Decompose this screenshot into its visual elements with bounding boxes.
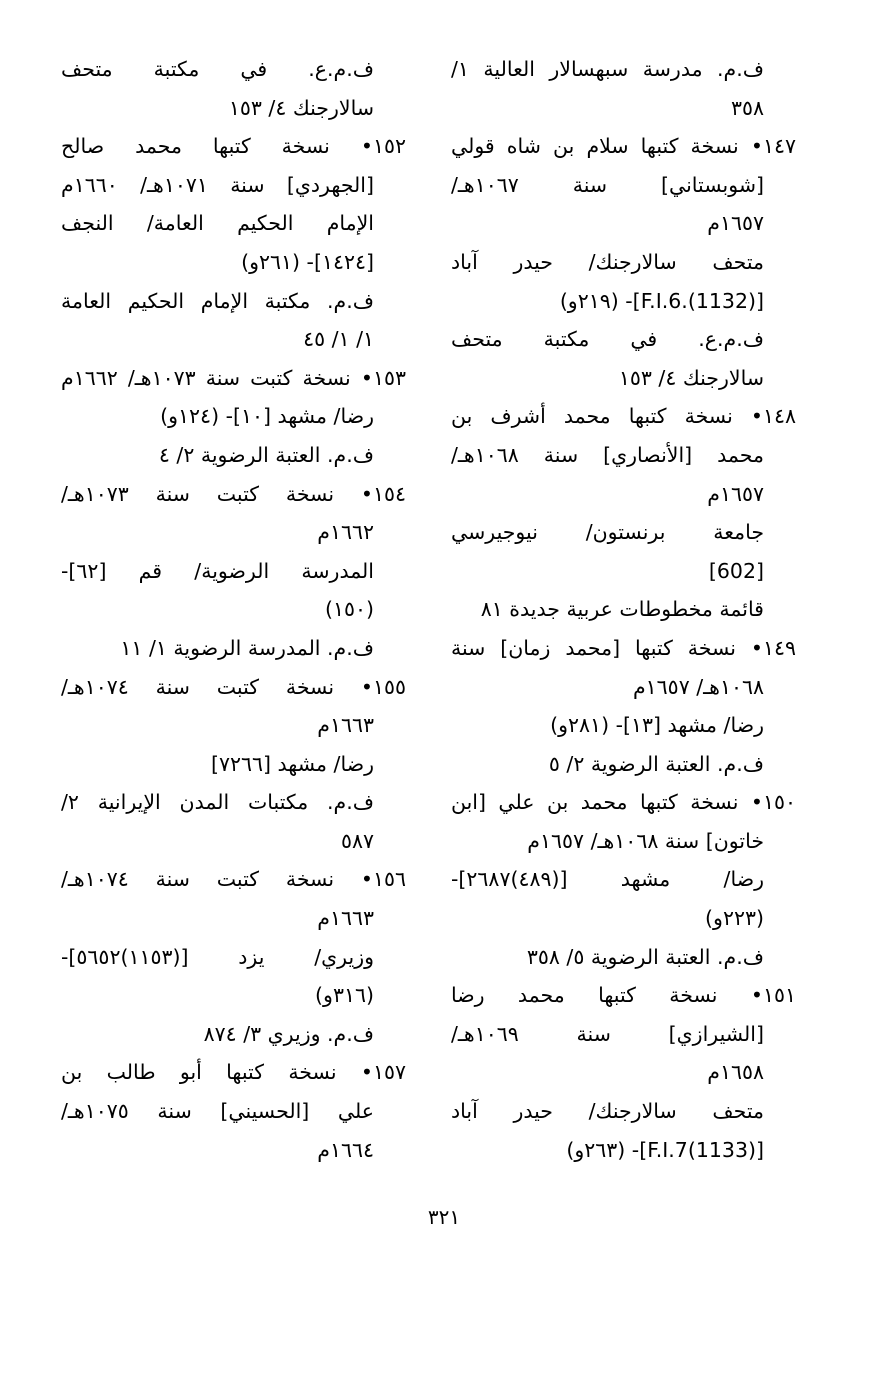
entry-line: ١٥٤• نسخة كتبت سنة ١٠٧٣هـ/ bbox=[61, 481, 406, 506]
text-line: [F.I.7(1133)]- (٢٦٣و) bbox=[566, 1137, 764, 1162]
text-line: ف.م.ع. في مكتبة متحف bbox=[61, 57, 374, 81]
entry-line: ١٥١• نسخة كتبها محمد رضا bbox=[451, 983, 796, 1008]
text-line: رضا/ مشهد [٧٢٦٦] bbox=[210, 751, 374, 776]
text-line: ف.م.ع. في مكتبة متحف bbox=[451, 327, 764, 352]
text-line: ١٠٦٨هـ/ ١٦٥٧م bbox=[632, 674, 764, 699]
text-line: ١٦٦٢م bbox=[317, 520, 374, 545]
text-line: (١٥٠) bbox=[324, 597, 374, 622]
text-line: الإمام الحكيم العامة/ النجف bbox=[61, 211, 374, 236]
text-line: ١٦٦٤م bbox=[317, 1137, 374, 1162]
text-line: ٥٨٧ bbox=[340, 828, 374, 853]
text-line: (٣١٦و) bbox=[315, 983, 374, 1008]
text-line: [شوبستاني] سنة ١٠٦٧هـ/ bbox=[451, 172, 764, 197]
entry-line: ١٥٠• نسخة كتبها محمد بن علي [ابن bbox=[451, 790, 796, 815]
entry-line: ١٤٧• نسخة كتبها سلام بن شاه قولي bbox=[451, 134, 796, 159]
entry-line: ١٥٣• نسخة كتبت سنة ١٠٧٣هـ/ ١٦٦٢م bbox=[61, 365, 406, 390]
text-line: رضا/ مشهد [١٣]- (٢٨١و) bbox=[550, 713, 764, 738]
text-line: ف.م. العتبة الرضوية ٢/ ٥ bbox=[548, 751, 764, 776]
text-line: ف.م. العتبة الرضوية ٥/ ٣٥٨ bbox=[526, 944, 764, 969]
text-line: وزيري/ يزد [(١١٥٣)٥٦٥٢]- bbox=[61, 944, 374, 969]
text-line: محمد [الأنصاري] سنة ١٠٦٨هـ/ bbox=[451, 442, 764, 467]
entry-line: ١٥٧• نسخة كتبها أبو طالب بن bbox=[61, 1060, 406, 1085]
text-line: ١٦٥٧م bbox=[707, 481, 764, 506]
entry-line: ١٤٩• نسخة كتبها [محمد زمان] سنة bbox=[451, 635, 796, 660]
text-line: ١/ ١/ ٤٥ bbox=[303, 327, 374, 352]
text-line: ف.م. المدرسة الرضوية ١/ ١١ bbox=[120, 635, 374, 660]
entry-line: ١٥٥• نسخة كتبت سنة ١٠٧٤هـ/ bbox=[61, 674, 406, 699]
text-line: المدرسة الرضوية/ قم [٦٢]- bbox=[61, 558, 374, 583]
entry-line: ١٤٨• نسخة كتبها محمد أشرف بن bbox=[451, 404, 796, 429]
text-line: ١٦٥٧م bbox=[707, 211, 764, 236]
text-line: ٣٥٨ bbox=[730, 95, 764, 120]
entry-line: ١٥٢• نسخة كتبها محمد صالح bbox=[61, 134, 406, 159]
text-line: قائمة مخطوطات عربية جديدة ٨١ bbox=[480, 597, 764, 622]
entry-line: ١٥٦• نسخة كتبت سنة ١٠٧٤هـ/ bbox=[61, 867, 406, 892]
text-line: علي [الحسيني] سنة ١٠٧٥هـ/ bbox=[61, 1099, 374, 1124]
text-line: سالارجنك ٤/ ١٥٣ bbox=[228, 95, 374, 120]
text-line: [الجهردي] سنة ١٠٧١هـ/ ١٦٦٠م bbox=[61, 172, 374, 197]
text-line: (٢٢٣و) bbox=[705, 906, 764, 931]
text-line: رضا/ مشهد [(٤٨٩)٢٦٨٧]- bbox=[451, 867, 764, 892]
text-line: متحف سالارجنك/ حيدر آباد bbox=[451, 249, 764, 274]
text-line: ف.م. مدرسة سبهسالار العالية ١/ bbox=[451, 57, 764, 81]
text-line: [F.I.6.(1132)]- (٢١٩و) bbox=[559, 288, 764, 313]
text-line: ف.م. العتبة الرضوية ٢/ ٤ bbox=[158, 442, 374, 467]
text-line: جامعة برنستون/ نيوجيرسي bbox=[451, 520, 764, 545]
left-column bbox=[61, 50, 406, 1169]
text-line: ف.م. وزيري ٣/ ٨٧٤ bbox=[203, 1021, 374, 1046]
text-line: متحف سالارجنك/ حيدر آباد bbox=[451, 1099, 764, 1124]
text-line: ف.م. مكتبات المدن الإيرانية ٢/ bbox=[61, 790, 374, 815]
text-line: [الشيرازي] سنة ١٠٦٩هـ/ bbox=[451, 1021, 764, 1046]
text-line: خاتون] سنة ١٠٦٨هـ/ ١٦٥٧م bbox=[527, 828, 764, 853]
text-line: [602] bbox=[708, 558, 764, 583]
text-line: [١٤٢٤]- (٢٦١و) bbox=[241, 249, 374, 274]
text-line: ١٦٦٣م bbox=[317, 906, 374, 931]
text-line: ف.م. مكتبة الإمام الحكيم العامة bbox=[61, 288, 374, 313]
right-column bbox=[451, 50, 796, 1169]
text-line: سالارجنك ٤/ ١٥٣ bbox=[618, 365, 764, 390]
text-line: رضا/ مشهد [١٠]- (١٢٤و) bbox=[160, 404, 374, 429]
text-line: ١٦٦٣م bbox=[317, 713, 374, 738]
text-line: ١٦٥٨م bbox=[707, 1060, 764, 1085]
page-number: ٣٢١ bbox=[427, 1205, 461, 1229]
